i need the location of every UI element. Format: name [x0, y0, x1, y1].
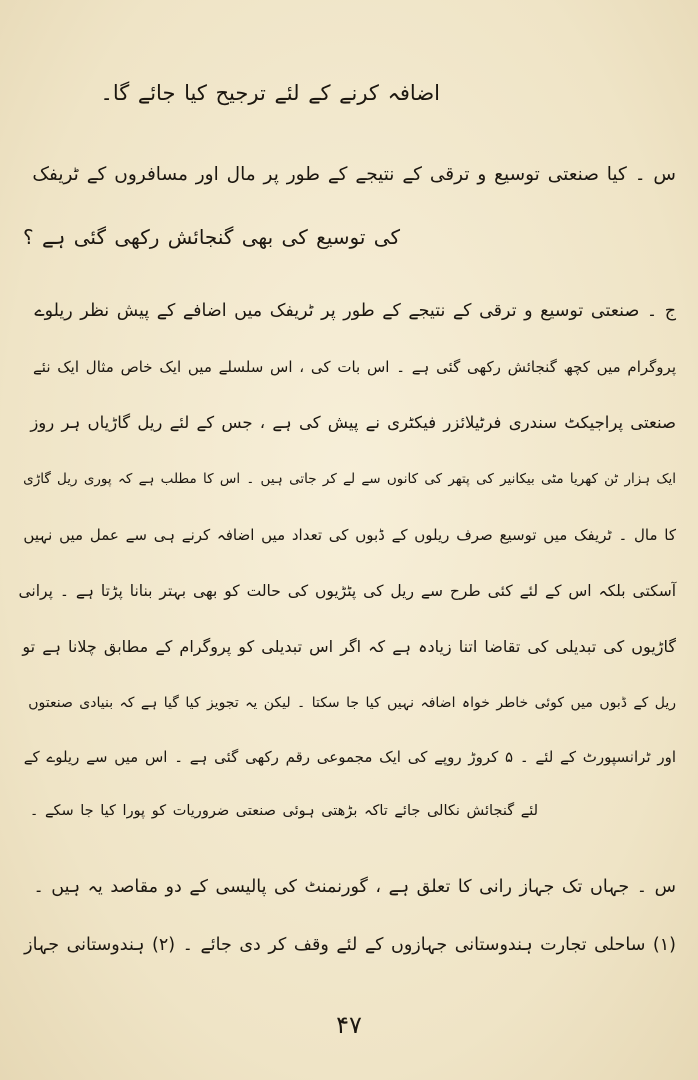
text-line-9: آسکتی بلکہ اس کے لئے کئی طرح سے ریل کی پٹڑیوں کی حالت کو بھی بہتر بنانا پڑتا ہے ۔ پرانی [18, 582, 676, 600]
text-line-10: گاڑیوں کی تبدیلی کی تقاضا اتنا زیادہ ہے کہ اگر اس تبدیلی کو پروگرام کے مطابق چلانا ہے تو [22, 637, 676, 656]
text-line-3: کی توسیع کی بھی گنجائش رکھی گئی ہے ؟ [22, 225, 400, 249]
text-line-4: ج ۔ صنعتی توسیع و ترقی کے نتیجے کے طور پر ٹریفک میں اضافے کے پیش نظر ریلوے [34, 301, 676, 321]
text-line-6: صنعتی پراجیکٹ سندری فرٹیلائزر فیکٹری نے پیش کی ہے ، جس کے لئے ریل گاڑیاں ہر روز [30, 413, 676, 432]
text-line-8: کا مال ۔ ٹریفک میں توسیع صرف ریلوں کے ڈبوں کی تعداد میں اضافہ کرنے ہی سے عمل میں نہیں [23, 526, 676, 544]
text-line-12: اور ٹرانسپورٹ کے لئے ۔ ۵ کروڑ روپے کی ایک مجموعی رقم رکھی گئی ہے ۔ اس میں سے ریلوے کے [23, 748, 676, 766]
text-line-11: ریل کے ڈبوں میں کوئی خاطر خواہ اضافہ نہیں کیا جا سکتا ۔ لیکن یہ تجویز کیا گیا ہے کہ بنیادی صنعتوں [28, 695, 676, 711]
text-line-7: ایک ہزار ٹن کھریا مٹی بیکانیر کی پتھر کی کانوں سے لے کر جاتی ہیں ۔ اس کا مطلب ہے کہ پوری ریل گاڑی [23, 471, 676, 487]
text-line-1: اضافہ کرنے کے لئے ترجیح کیا جائے گا۔ [100, 81, 440, 105]
text-line-13: لئے گنجائش نکالی جائے تاکہ بڑھتی ہوئی صنعتی ضروریات کو پورا کیا جا سکے ۔ [29, 803, 538, 819]
text-line-14: س ۔ جہاں تک جہاز رانی کا تعلق ہے ، گورنمنٹ کی پالیسی کے دو مقاصد یہ ہیں ۔ [33, 877, 676, 897]
text-line-5: پروگرام میں کچھ گنجائش رکھی گئی ہے ۔ اس بات کی ، اس سلسلے میں ایک خاص مثال ایک نئے [33, 358, 676, 376]
text-line-2: س ۔ کیا صنعتی توسیع و ترقی کے نتیجے کے طور پر مال اور مسافروں کے ٹریفک [32, 164, 676, 185]
text-line-15: (۱) ساحلی تجارت ہندوستانی جہازوں کے لئے وقف کر دی جائے ۔ (۲) ہندوستانی جہاز [24, 935, 676, 955]
page-number: ۴۷ [336, 1011, 362, 1039]
